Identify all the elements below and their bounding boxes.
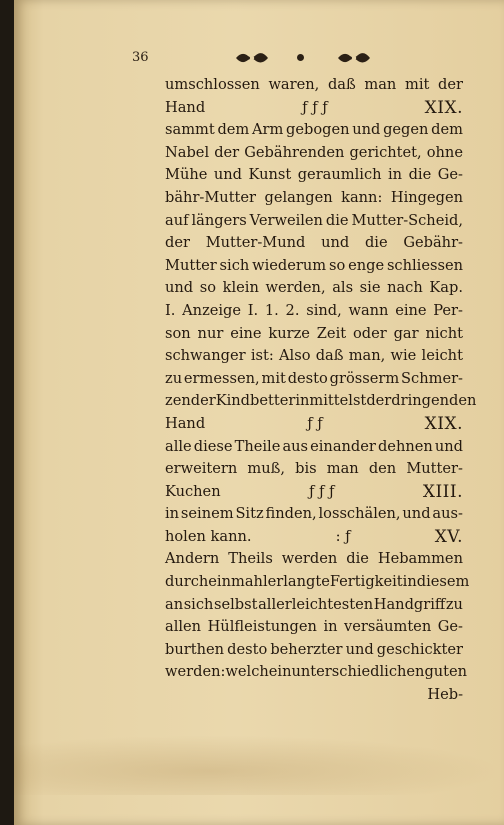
word: in	[165, 505, 180, 523]
word: losschälen,	[318, 505, 401, 523]
word: Verweilen	[249, 211, 323, 229]
word: mit	[261, 369, 286, 387]
word: einander	[310, 437, 376, 455]
word: desto	[227, 640, 268, 658]
word: bis	[295, 460, 317, 478]
word: Mutter	[165, 256, 217, 274]
text-line	[165, 503, 463, 526]
word: Kunst	[248, 166, 292, 184]
text-line	[165, 639, 463, 662]
word: burthen	[165, 640, 225, 658]
figure-reference: XV.	[434, 526, 463, 547]
word: und	[345, 640, 374, 658]
word: ohne	[426, 143, 463, 161]
word: in	[388, 166, 403, 184]
line-text: Kuchen	[165, 482, 221, 500]
word: eine	[230, 324, 262, 342]
text-line	[165, 187, 463, 210]
word: auf	[165, 211, 189, 229]
figure-reference: XIII.	[422, 481, 463, 502]
line-text: Hand	[165, 414, 206, 432]
word: I.	[165, 301, 176, 319]
word: Handgriff	[373, 595, 446, 613]
word: und	[165, 279, 194, 297]
figure-reference: XIX.	[424, 97, 463, 118]
text-line	[165, 368, 463, 391]
word: Mühe	[165, 166, 208, 184]
catchword: Heb-	[427, 686, 463, 704]
word: als	[332, 279, 354, 297]
word: diesem	[416, 573, 470, 591]
word: dem	[431, 121, 463, 139]
word: die	[364, 234, 388, 252]
word: längers	[191, 211, 247, 229]
text-line	[165, 526, 463, 549]
word: daß	[327, 76, 356, 93]
word: sich	[183, 595, 214, 613]
word: muß,	[247, 460, 286, 478]
word: waren,	[268, 76, 320, 93]
word: Also	[279, 347, 311, 365]
word: der	[190, 392, 216, 410]
word: klein	[222, 279, 259, 297]
word: finden,	[265, 505, 317, 523]
word: diese	[193, 437, 233, 455]
word: 2.	[285, 301, 300, 319]
word: an	[165, 595, 184, 613]
word: Theils	[228, 550, 273, 568]
word: ermessen,	[183, 369, 260, 387]
text-line	[165, 436, 463, 459]
word: wann	[348, 301, 389, 319]
word: daß	[315, 347, 344, 365]
catchword-line	[165, 684, 463, 707]
word: einmahl	[208, 573, 268, 591]
text-line	[165, 210, 463, 233]
text-line	[165, 345, 463, 368]
word: grösserm	[329, 369, 400, 387]
word: nicht	[425, 324, 463, 342]
word: ist:	[250, 347, 274, 365]
word: der	[214, 143, 240, 161]
word: man	[326, 460, 359, 478]
word: wiederum	[252, 256, 327, 274]
word: desto	[287, 369, 328, 387]
word: dringenden	[391, 392, 477, 410]
text-line	[165, 232, 463, 255]
text-line	[165, 413, 463, 436]
text-line	[165, 594, 463, 617]
word: I.	[247, 301, 259, 319]
word: aus	[282, 437, 309, 455]
word: gebogen	[286, 121, 350, 139]
text-line	[165, 164, 463, 187]
word: aus-	[432, 505, 463, 523]
word: zen	[165, 392, 191, 410]
word: der	[366, 392, 392, 410]
text-line	[165, 390, 477, 413]
text-line	[165, 97, 463, 120]
word: eine	[395, 301, 427, 319]
word: alle	[165, 437, 192, 455]
word: der	[165, 234, 190, 252]
word: werden:	[165, 663, 226, 681]
word: erlangte	[267, 573, 330, 591]
word: schwanger	[165, 347, 246, 365]
word: und	[321, 234, 350, 252]
word: Mutter-Scheid,	[351, 211, 463, 229]
word: Schmer-	[401, 369, 463, 387]
word: geschickter	[376, 640, 463, 658]
word: Mutter-Mund	[205, 234, 306, 252]
word: 1.	[264, 301, 279, 319]
word: wie	[390, 347, 417, 365]
reference-marks: : ƒ	[335, 527, 351, 545]
word: werden,	[265, 279, 326, 297]
text-line	[165, 481, 463, 504]
line-text: holen kann.	[165, 527, 252, 545]
word: in	[323, 618, 338, 636]
word: man	[364, 76, 397, 93]
text-line	[165, 119, 463, 142]
word: und	[352, 121, 381, 139]
word: durch	[165, 573, 209, 591]
text-line	[165, 548, 463, 571]
reference-marks: ƒ ƒ	[307, 414, 323, 432]
ornament-right-icon	[336, 50, 372, 66]
word: allerleichtesten	[258, 595, 374, 613]
word: man,	[348, 347, 386, 365]
word: gar	[393, 324, 419, 342]
reference-marks: ƒ ƒ ƒ	[302, 98, 328, 116]
ornament-left-icon	[234, 50, 270, 66]
word: Zeit	[316, 324, 347, 342]
word: beherzter	[270, 640, 343, 658]
word: in	[277, 663, 292, 681]
word: son	[165, 324, 191, 342]
word: Fertigkeit	[329, 573, 403, 591]
word: umschlossen	[165, 76, 260, 93]
word: guten	[424, 663, 468, 681]
word: Nabel	[165, 143, 210, 161]
word: Gebähr-	[403, 234, 463, 252]
word: Theile	[234, 437, 281, 455]
text-line	[165, 142, 463, 165]
text-line	[165, 323, 463, 346]
word: und	[402, 505, 431, 523]
text-line	[165, 74, 463, 97]
text-line	[165, 277, 463, 300]
word: geraumlich	[297, 166, 382, 184]
word: und	[213, 166, 243, 184]
word: Sitz	[235, 505, 264, 523]
word: Hingegen	[390, 188, 463, 206]
word: selbst	[214, 595, 258, 613]
word: erweitern	[165, 460, 238, 478]
page-number: 36	[132, 50, 149, 65]
word: schliessen	[386, 256, 463, 274]
word: Andern	[165, 550, 220, 568]
word: Hebammen	[377, 550, 463, 568]
word: enge	[348, 256, 385, 274]
word: Ge-	[437, 166, 463, 184]
reference-marks: ƒ ƒ ƒ	[308, 482, 335, 500]
text-line	[165, 300, 463, 323]
text-line	[165, 661, 468, 684]
figure-reference: XIX.	[424, 413, 463, 434]
word: die	[325, 211, 349, 229]
word: leicht	[421, 347, 463, 365]
word: kurze	[268, 324, 310, 342]
word: so	[328, 256, 346, 274]
line-text: Hand	[165, 98, 206, 116]
word: unterschiedlichen	[291, 663, 425, 681]
book-page	[14, 0, 504, 825]
word: dehnen	[377, 437, 433, 455]
word: Kindbetterin	[215, 392, 310, 410]
word: und	[434, 437, 463, 455]
word: Per-	[433, 301, 463, 319]
word: Mutter-	[406, 460, 463, 478]
word: kann:	[341, 188, 383, 206]
text-line	[165, 571, 470, 594]
word: nach	[387, 279, 423, 297]
word: sie	[359, 279, 381, 297]
word: werden	[281, 550, 338, 568]
body-text	[165, 74, 477, 707]
word: Arm	[251, 121, 284, 139]
word: Gebährenden	[244, 143, 345, 161]
word: Kap.	[429, 279, 463, 297]
word: bähr-Mutter	[165, 188, 257, 206]
word: dem	[217, 121, 250, 139]
ornament-center-dot-icon	[297, 54, 304, 61]
word: allen	[165, 618, 202, 636]
word: gelangen	[264, 188, 333, 206]
word: den	[368, 460, 397, 478]
word: mit	[405, 76, 430, 93]
word: zu	[445, 595, 463, 613]
word: Ge-	[437, 618, 463, 636]
word: Anzeige	[182, 301, 242, 319]
word: Hülfleistungen	[207, 618, 317, 636]
word: sind,	[306, 301, 342, 319]
text-line	[165, 616, 463, 639]
text-line	[165, 255, 463, 278]
word: der	[438, 76, 463, 93]
word: die	[408, 166, 432, 184]
word: seinem	[180, 505, 234, 523]
word: mittelst	[309, 392, 367, 410]
word: gerichtet,	[349, 143, 422, 161]
text-line	[165, 458, 463, 481]
word: nur	[197, 324, 224, 342]
word: die	[346, 550, 369, 568]
word: gegen	[383, 121, 429, 139]
word: sich	[219, 256, 250, 274]
word: versäumten	[344, 618, 432, 636]
word: oder	[352, 324, 387, 342]
word: sammt	[165, 121, 215, 139]
word: in	[402, 573, 417, 591]
word: so	[199, 279, 217, 297]
word: zu	[165, 369, 183, 387]
word: welche	[225, 663, 278, 681]
